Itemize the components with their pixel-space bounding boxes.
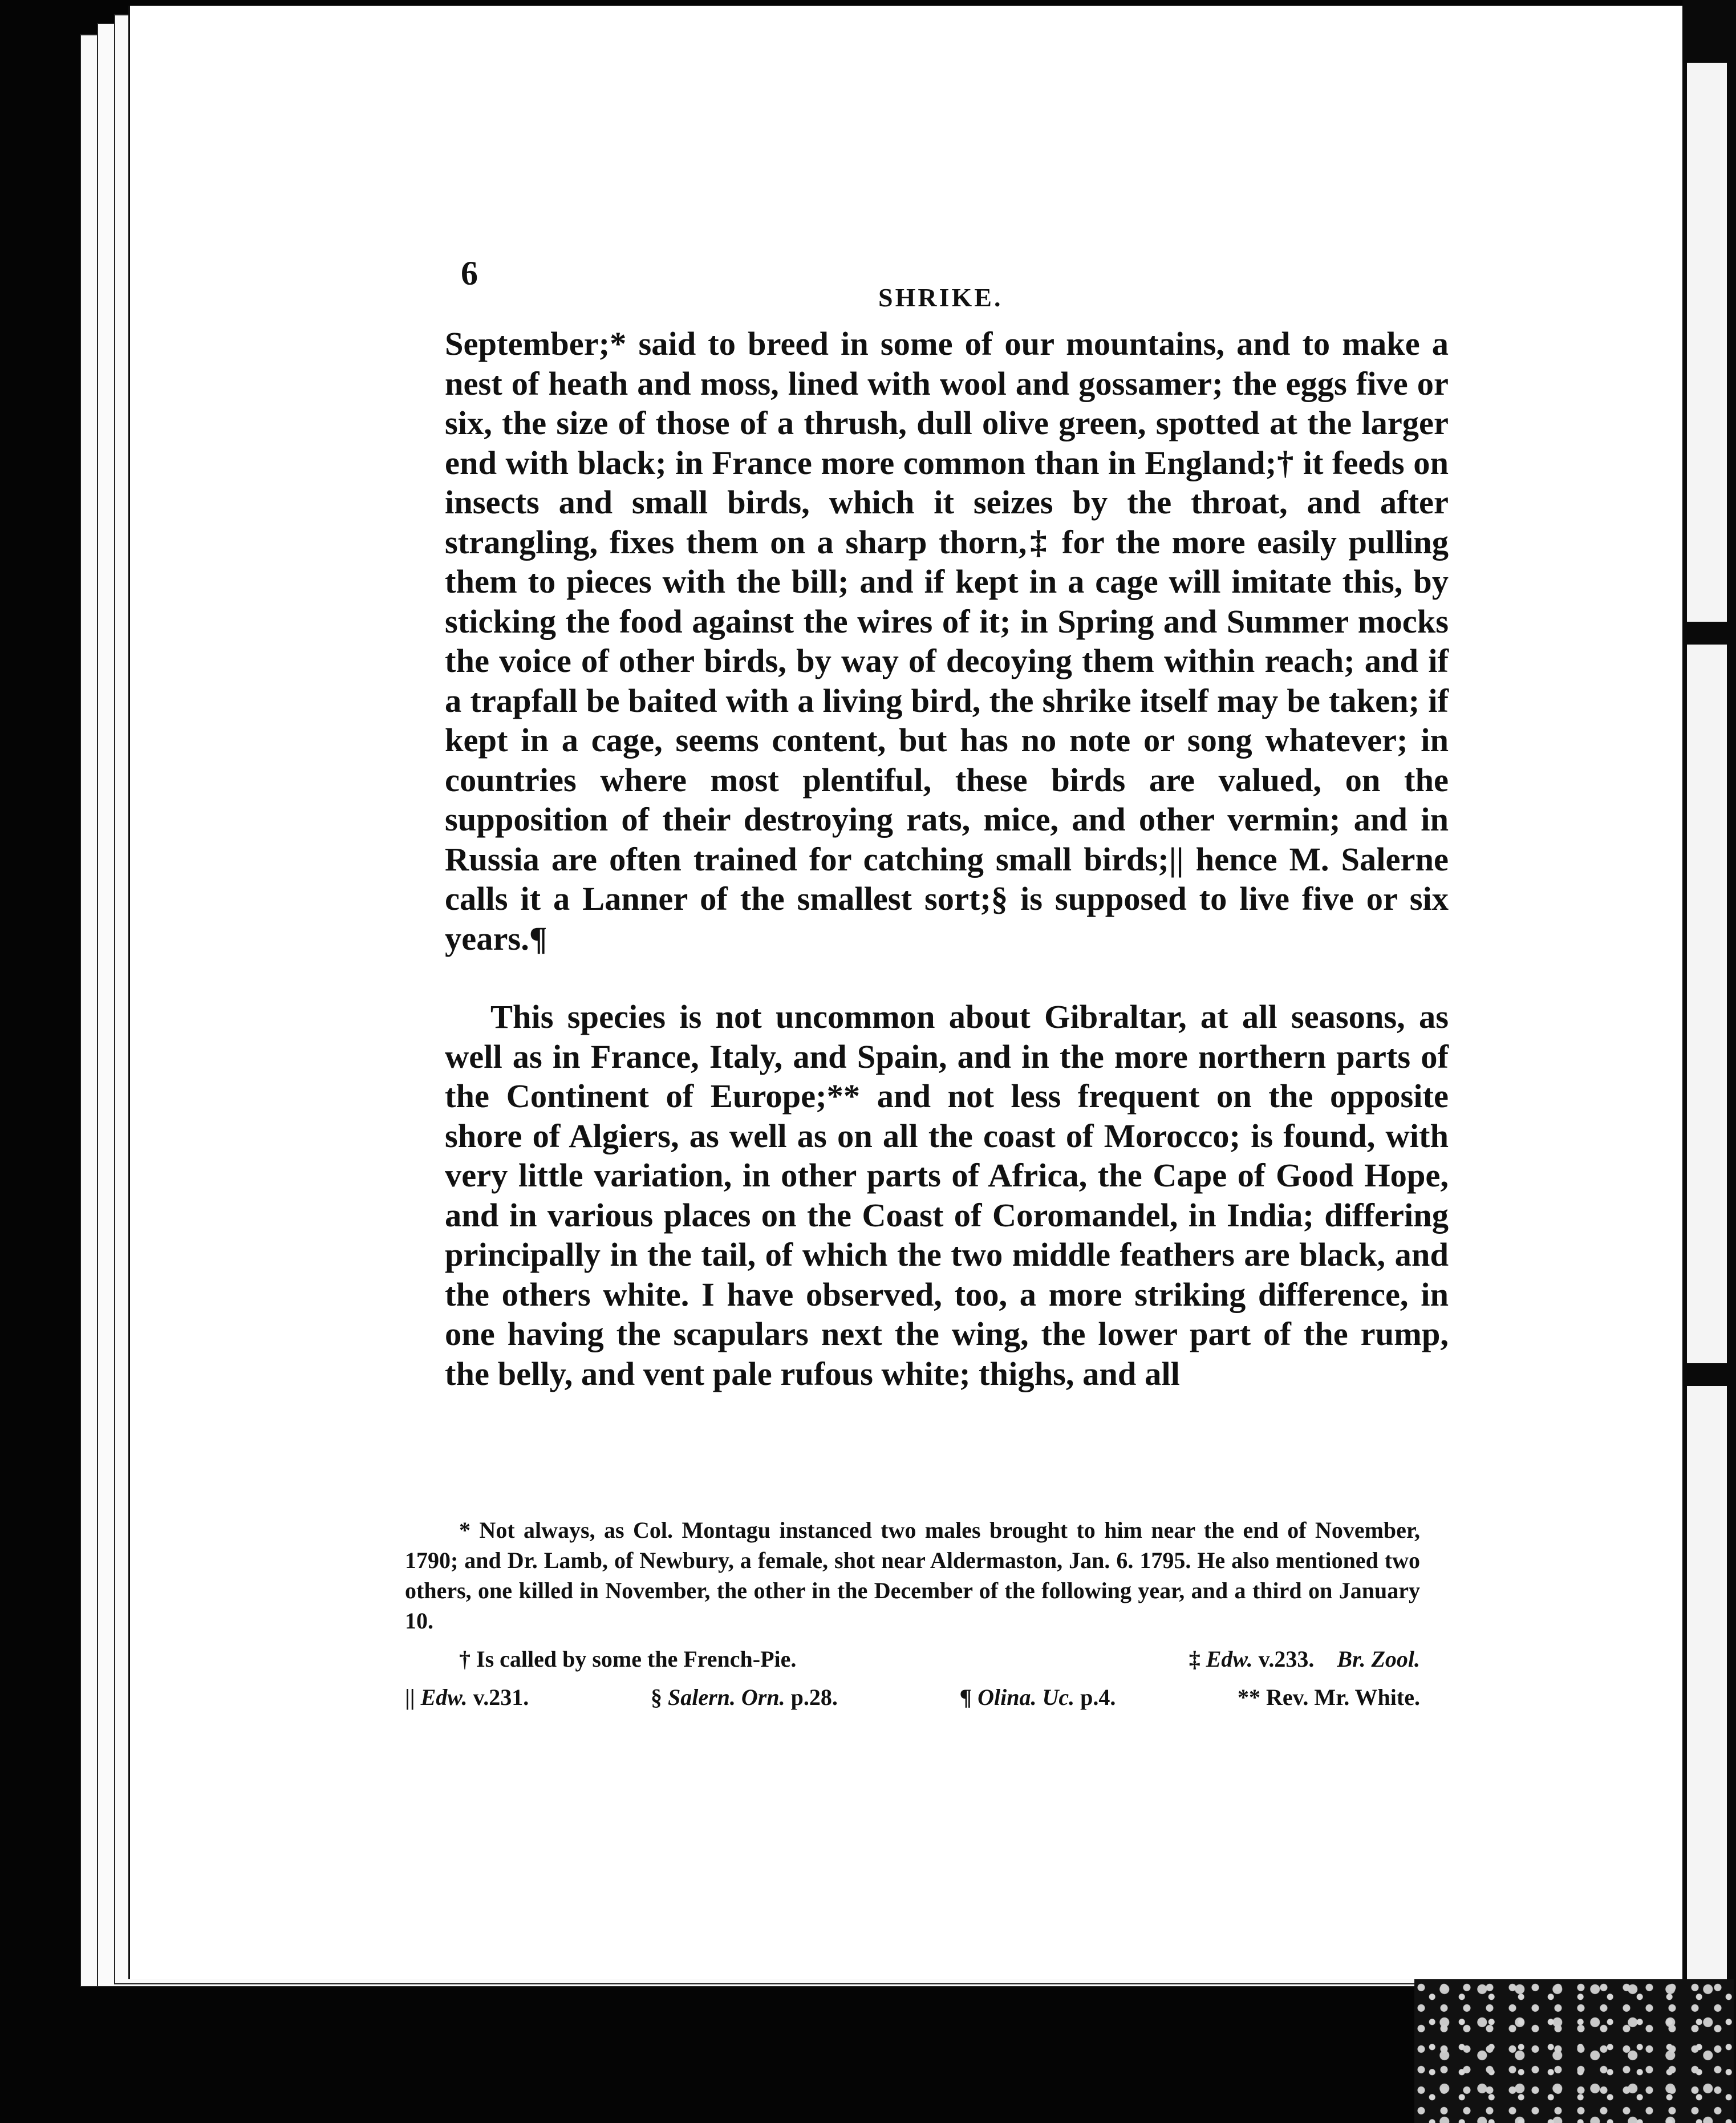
footnote-double-star: ** Rev. Mr. White.: [1238, 1684, 1420, 1710]
footnote-section: [651, 1682, 838, 1712]
paragraph: This species is not uncommon about Gibraltar, at all seasons, as well as in France, Italy, and Spain, and in the more northern parts of the Continent of Europe;** and not less frequent on the opposite shore of Algiers, as well as on all the coast of Morocco; is found, with very little variation, in other parts of Africa, the Cape of Good Hope, and in various places on the Coast of Coromandel, in India; differing principally in the tail, of which the two middle feathers are black, and the others white. I have observed, too, a more striking difference, in one having the scapulars next the wing, the lower part of the rump, the belly, and vent pale rufous white; thighs, and all: [445, 998, 1449, 1392]
fn-ref: Salern. Orn.: [667, 1684, 785, 1710]
strip-segment: [1687, 645, 1727, 1363]
adjacent-page-strip: [1682, 0, 1736, 2123]
running-head: SHRIKE.: [878, 283, 1003, 312]
footnote-parallel: [405, 1682, 529, 1712]
fn-mark: ¶: [959, 1684, 972, 1710]
paragraph: September;* said to breed in some of our mountains, and to make a nest of heath and moss, lined with wool and gossamer; the eggs five or six, the size of those of a thrush, dull olive green, spotted at the larger end with black; in France more common than in England;† it feeds on insects and small birds, which it seizes by the throat, and after strangling, fixes them on a sharp thorn,‡ for the more easily pulling them to pieces with the bill; and if kept in a cage will imitate this, by sticking the food against the wires of it; in Spring and Summer mocks the voice of other birds, by way of decoying them within reach; and if a trapfall be baited with a living bird, the shrike itself may be taken; if kept in a cage, seems content, but has no note or song whatever; in countries where most plentiful, these birds are valued, on the supposition of their destroying rats, mice, and other vermin; and in Russia are often trained for catching small birds;|| hence M. Salerne calls it a Lanner of the smallest sort;§ is supposed to live five or six years.¶: [445, 325, 1449, 957]
footnote-pilcrow: [959, 1682, 1116, 1712]
footnote-row-2: [405, 1682, 1420, 1712]
fn-ref: Edw.: [420, 1684, 468, 1710]
strip-segment: [1687, 1386, 1727, 1979]
fn-page: p.4.: [1080, 1684, 1116, 1710]
scan-noise: [1414, 1979, 1734, 2123]
footnote-dagger: † Is called by some the French-Pie.: [459, 1646, 797, 1672]
fn-ref: Olina. Uc.: [977, 1684, 1075, 1710]
page-number: 6: [461, 254, 478, 292]
fn-page: v.233.: [1258, 1646, 1315, 1672]
footnote-row-1: [405, 1644, 1420, 1674]
fn-mark: ‡: [1189, 1646, 1200, 1672]
fn-ref: Br. Zool.: [1337, 1646, 1420, 1672]
footnote-star: * Not always, as Col. Montagu instanced two males brought to him near the end of November, 1790; and Dr. Lamb, of Newbury, a female, shot near Aldermaston, Jan. 6. 1795. He also mentioned two others, one killed in November, the other in the December of the following year, and a third on January 10.: [405, 1517, 1420, 1634]
fn-page: v.231.: [473, 1684, 529, 1710]
footnotes: [405, 1515, 1420, 1712]
footnote-double-dagger: [1189, 1644, 1420, 1674]
fn-mark: ||: [405, 1684, 415, 1710]
strip-segment: [1687, 63, 1727, 622]
fn-page: p.28.: [790, 1684, 838, 1710]
fn-ref: Edw.: [1206, 1646, 1253, 1672]
fn-mark: §: [650, 1684, 662, 1710]
